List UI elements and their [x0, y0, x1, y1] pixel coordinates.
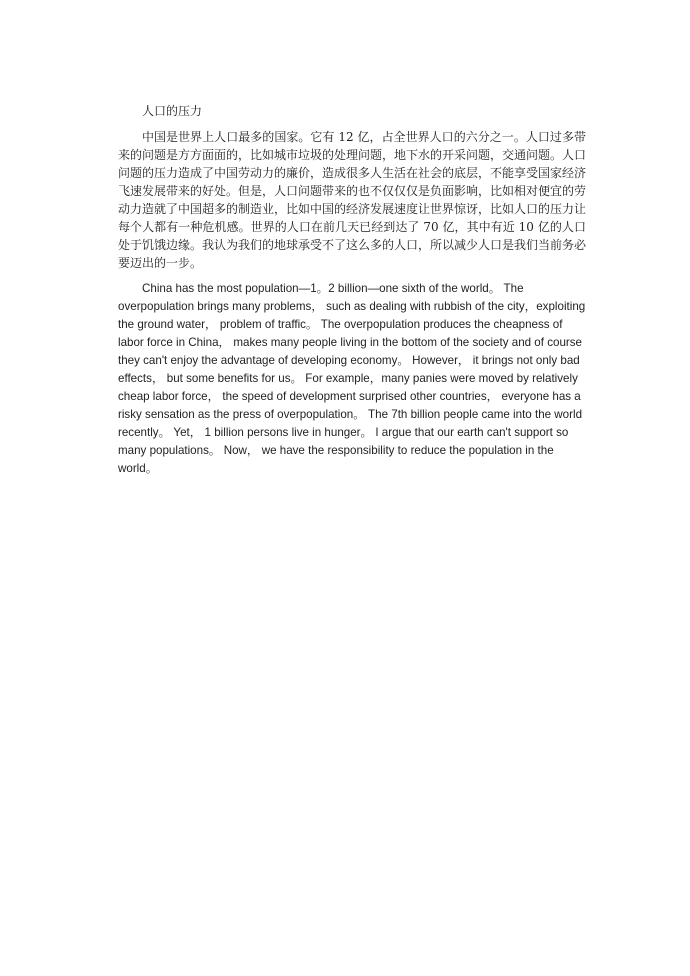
- english-paragraph: China has the most population—1。2 billion—one sixth of the world。 The overpopulation brings many problems， such as dealing with rubbish of the city，exploiting the ground water， problem of traffic。 The overpopulation produces the cheapness of labor force in China， makes many people living in the bottom of the society and of course they can't enjoy the advantage of developing economy。 However， it brings not only bad effects， but some benefits for us。 For example，many panies were moved by relatively cheap labor force， the speed of development surprised other countries， everyone has a risky sensation as the press of overpopulation。 The 7th billion people came into the world recently。 Yet， 1 billion persons live in hunger。 I argue that our earth can't support so many populations。 Now， we have the responsibility to reduce the population in the world。: [118, 282, 586, 475]
- chinese-paragraph: 中国是世界上人口最多的国家。它有 12 亿，占全世界人口的六分之一。人口过多带来的问题是方方面面的，比如城市垃圾的处理问题，地下水的开采问题，交通问题。人口问题的压力造成了中国劳动力的廉价，造成很多人生活在社会的底层，不能享受国家经济飞速发展带来的好处。但是，人口问题带来的也不仅仅仅是负面影响，比如相对便宜的劳动力造就了中国超多的制造业，比如中国的经济发展速度让世界惊讶，比如人口的压力让每个人都有一种危机感。世界的人口在前几天已经到达了 70 亿，其中有近 10 亿的人口处于饥饿边缘。我认为我们的地球承受不了这么多的人口，所以减少人口是我们当前务必要迈出的一步。: [118, 130, 587, 270]
- document-body: [118, 102, 586, 478]
- document-title: 人口的压力: [142, 104, 203, 118]
